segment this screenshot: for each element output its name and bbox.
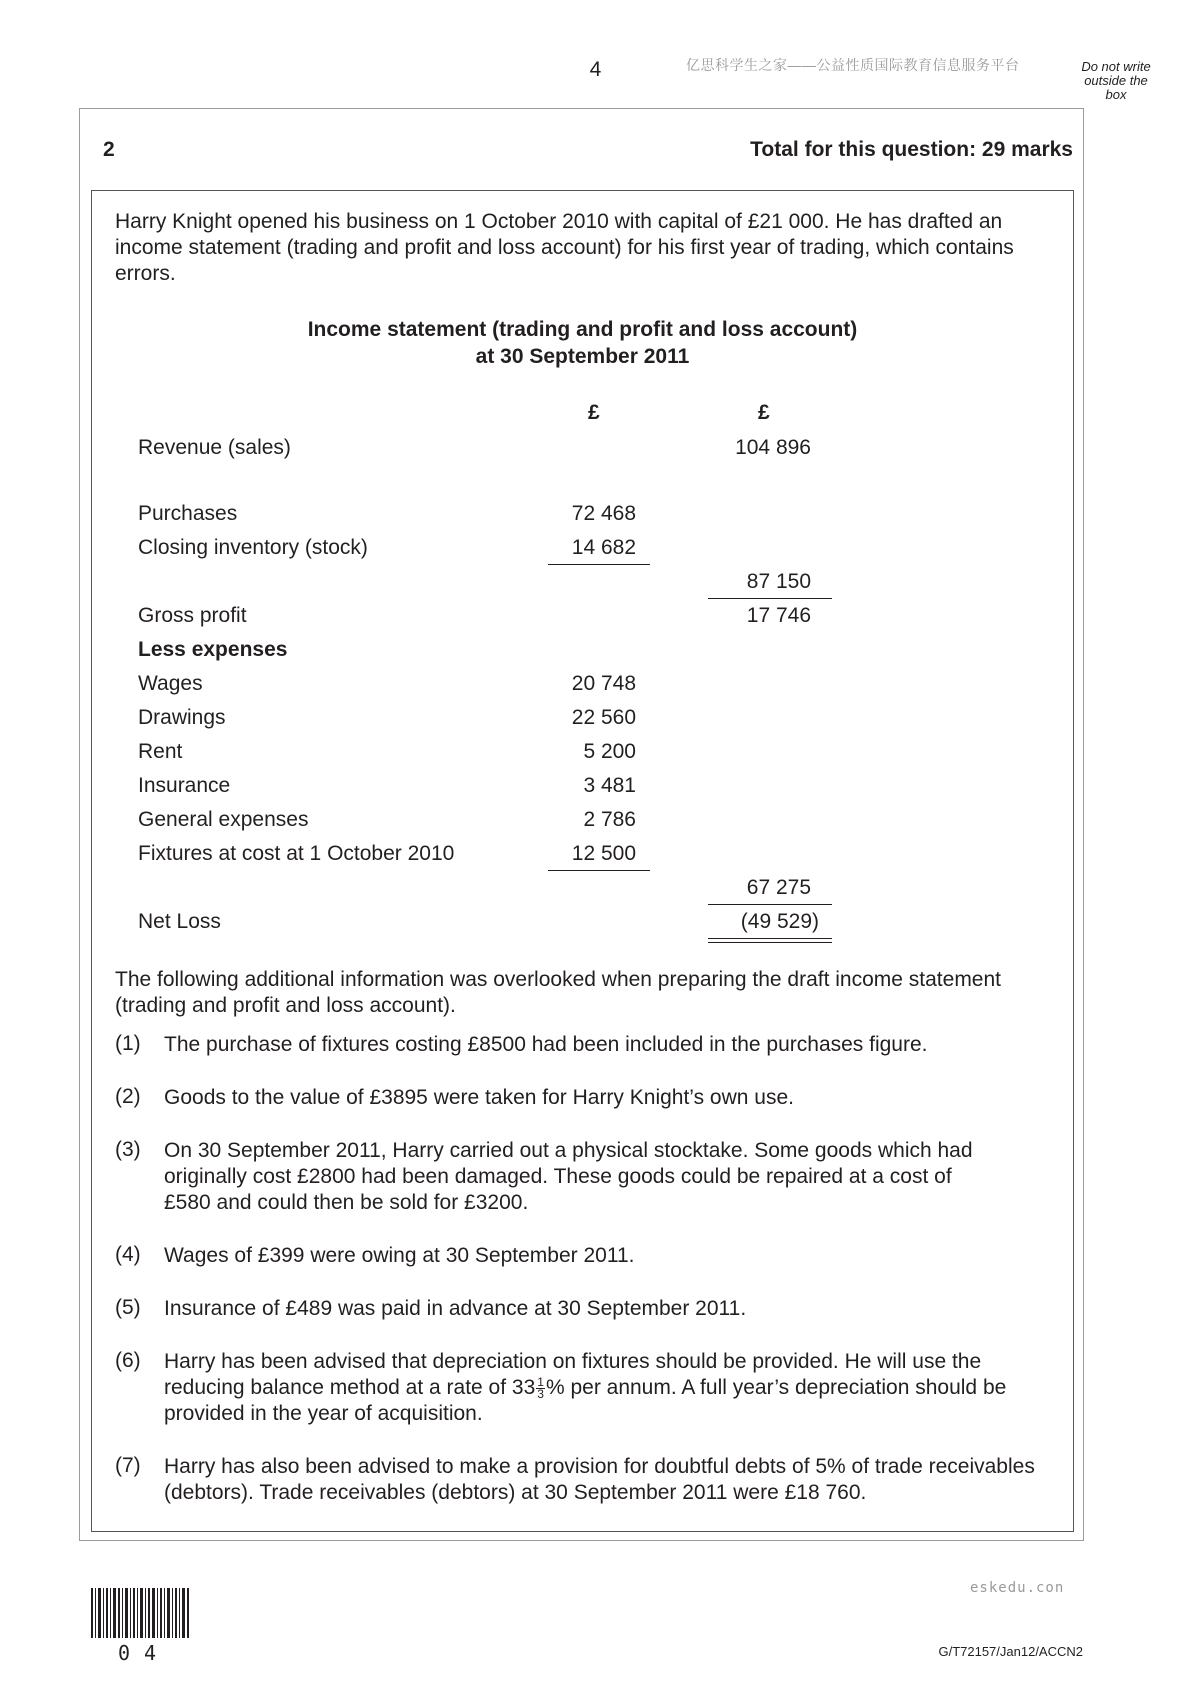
net-loss-value: (49 529) <box>740 910 819 933</box>
item-number: (7) <box>115 1454 141 1477</box>
additional-info-intro: The following additional information was overlooked when preparing the draft income statement (trading and profit and loss account). <box>115 968 1001 1017</box>
subtotal-rule <box>708 598 832 599</box>
margin-note <box>1072 60 1160 102</box>
item-number: (3) <box>115 1138 141 1161</box>
purchases-value: 72 468 <box>571 502 636 525</box>
expense-label: Fixtures at cost at 1 October 2010 <box>138 842 455 865</box>
barcode-image <box>91 1588 201 1638</box>
double-underline-rule <box>708 938 832 943</box>
subtotal-rule <box>548 564 650 565</box>
closing-inventory-value: 14 682 <box>571 536 636 559</box>
question-number: 2 <box>103 138 115 161</box>
item-text: Insurance of £489 was paid in advance at 30 September 2011. <box>164 1297 747 1320</box>
expense-label: Wages <box>138 672 203 695</box>
fraction-numerator: 1 <box>537 1374 544 1389</box>
item-number: (2) <box>115 1085 141 1108</box>
gross-profit-label: Gross profit <box>138 604 247 627</box>
fraction-denominator: 3 <box>537 1386 544 1401</box>
revenue-label: Revenue (sales) <box>138 436 291 459</box>
item-text: Harry has also been advised to make a provision for doubtful debts of 5% of trade receivables (debtors). Trade receivables (debtors) at 30 September 2011 were £18 760. <box>164 1455 1035 1504</box>
purchases-label: Purchases <box>138 502 238 525</box>
statement-title-line: Income statement (trading and profit and loss account) <box>307 318 858 341</box>
expense-value: 5 200 <box>583 740 636 763</box>
item-text-part: % per annum. A full year’s depreciation should be provided in the year of acquisition. <box>164 1376 1007 1425</box>
question-intro: Harry Knight opened his business on 1 October 2010 with capital of £21 000. He has drafted an income statement (trading and profit and loss account) for his first year of trading, which contains errors. <box>115 210 1014 285</box>
footer-watermark: eskedu.con <box>970 1580 1065 1596</box>
header-watermark: 亿思科学生之家——公益性质国际教育信息服务平台 <box>686 57 1020 73</box>
margin-note-line: box <box>1105 87 1127 102</box>
less-expenses-heading: Less expenses <box>138 638 288 661</box>
cost-of-sales-value: 87 150 <box>746 570 811 593</box>
item-number: (4) <box>115 1243 141 1266</box>
item-number: (5) <box>115 1296 141 1319</box>
revenue-value: 104 896 <box>735 436 811 459</box>
subtotal-rule <box>708 904 832 905</box>
item-text: The purchase of fixtures costing £8500 had been included in the purchases figure. <box>164 1033 928 1056</box>
item-text <box>164 1349 1014 1427</box>
expense-label: Drawings <box>138 706 226 729</box>
expense-value: 2 786 <box>583 808 636 831</box>
statement-title-line: at 30 September 2011 <box>475 345 690 368</box>
page-number: 4 <box>589 58 602 81</box>
item-text-part: Harry has been advised that depreciation on fixtures should be provided. He will use the reducing balance method at a rate of 33 <box>164 1350 982 1399</box>
item-text: Goods to the value of £3895 were taken for Harry Knight’s own use. <box>164 1086 794 1109</box>
item-number: (6) <box>115 1349 141 1372</box>
expense-value: 12 500 <box>571 842 636 865</box>
expense-value: 3 481 <box>583 774 636 797</box>
subtotal-rule <box>548 870 650 871</box>
expense-value: 20 748 <box>571 672 636 695</box>
item-text: Wages of £399 were owing at 30 September 2011. <box>164 1244 635 1267</box>
barcode-number: 04 <box>118 1641 171 1665</box>
fraction <box>536 1374 545 1401</box>
net-loss-label: Net Loss <box>138 910 221 933</box>
expense-value: 22 560 <box>571 706 636 729</box>
item-text: On 30 September 2011, Harry carried out a physical stocktake. Some goods which had originally cost £2800 had been damaged. These goods could be repaired at a cost of £580 and could then be sold for £3200. <box>164 1139 973 1214</box>
paper-reference: G/T72157/Jan12/ACCN2 <box>938 1644 1083 1659</box>
closing-inventory-label: Closing inventory (stock) <box>138 536 368 559</box>
currency-header-col1: £ <box>588 401 600 424</box>
expense-label: Rent <box>138 740 183 763</box>
total-expenses-value: 67 275 <box>746 876 811 899</box>
statement-title <box>0 316 1165 370</box>
margin-note-line: outside the <box>1084 73 1148 88</box>
expense-label: Insurance <box>138 774 231 797</box>
question-total-marks: Total for this question: 29 marks <box>750 138 1073 161</box>
margin-note-line: Do not write <box>1081 59 1151 74</box>
currency-header-col2: £ <box>758 401 770 424</box>
item-number: (1) <box>115 1032 141 1055</box>
expense-label: General expenses <box>138 808 309 831</box>
gross-profit-value: 17 746 <box>746 604 811 627</box>
